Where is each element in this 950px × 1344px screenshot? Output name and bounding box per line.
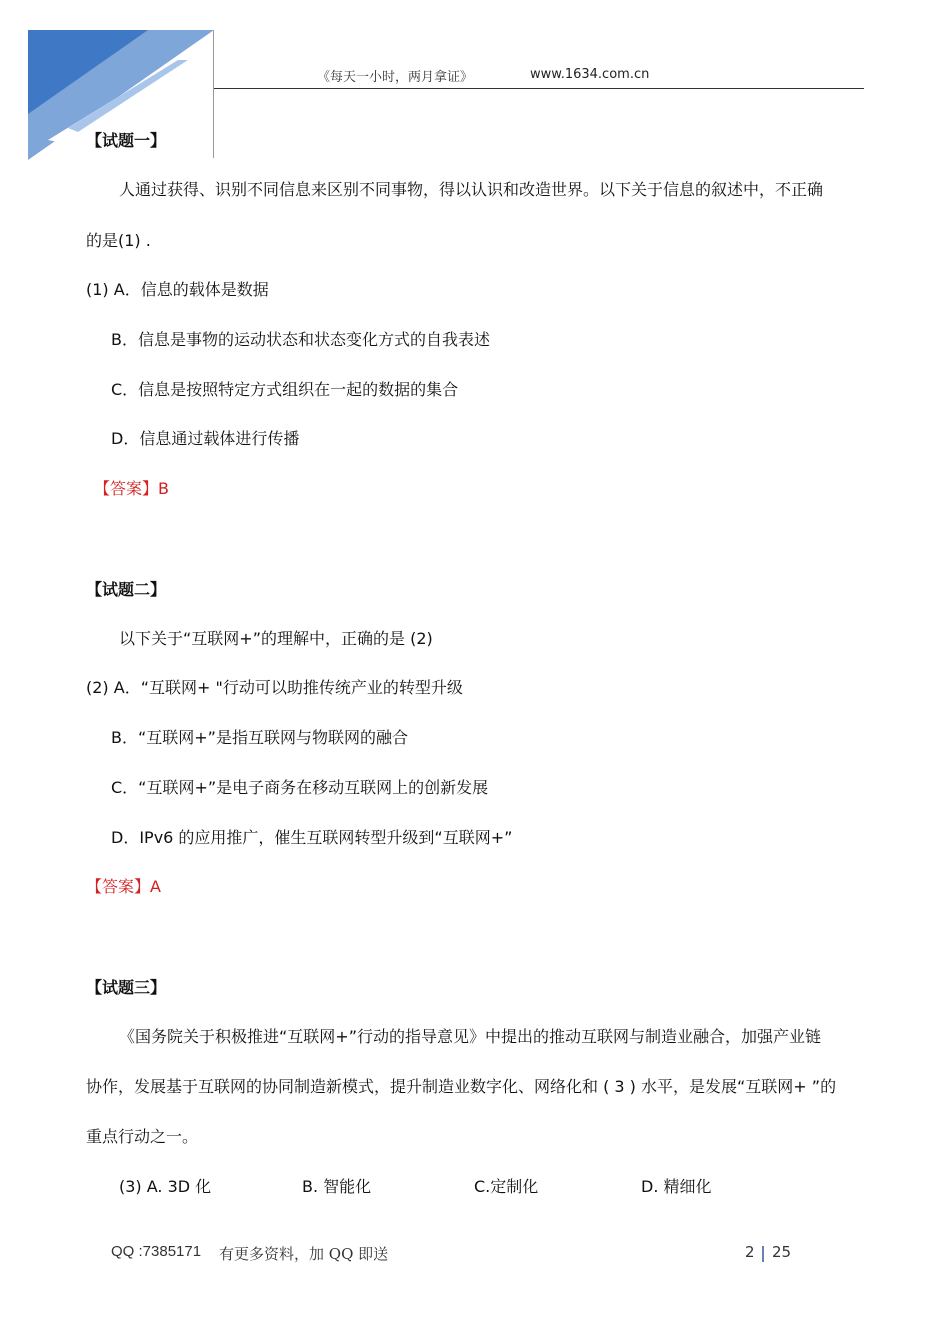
q1-title: 【试题一】 [86,131,167,150]
header-rule [214,88,864,89]
q3-stem-line2: 协作，发展基于互联网的协同制造新模式，提升制造业数字化、网络化和 ( 3 ) 水平，是发展“互联网+ ”的 [86,1077,837,1096]
q1-stem-line2: 的是(1) . [86,231,151,250]
q2-title: 【试题二】 [86,580,167,599]
total-pages: 25 [772,1243,792,1261]
q1-option-c: C．信息是按照特定方式组织在一起的数据的集合 [111,380,459,399]
q3-stem-line3: 重点行动之一。 [86,1127,199,1146]
header-vertical-rule [213,30,214,158]
page-number: 2 [745,1243,755,1261]
q3-stem-line1: 《国务院关于积极推进“互联网+”行动的指导意见》中提出的推动互联网与制造业融合，加强产业链 [119,1027,821,1046]
q3-option-c: C.定制化 [474,1177,539,1196]
q3-option-b: B. 智能化 [302,1177,372,1196]
footer-note: 有更多资料，加 QQ 即送 [219,1245,389,1263]
q2-option-d: D．IPv6 的应用推广，催生互联网转型升级到“互联网+” [111,828,513,847]
header-book-title: 《每天一小时，两月拿证》 [317,70,474,85]
q2-option-c: C．“互联网+”是电子商务在移动互联网上的创新发展 [111,778,489,797]
q1-option-a: (1) A．信息的载体是数据 [86,280,269,299]
q2-stem: 以下关于“互联网+”的理解中，正确的是 (2) [119,629,433,648]
footer-qq: QQ :7385171 [111,1243,202,1260]
q1-stem-line1: 人通过获得、识别不同信息来区别不同事物，得以认识和改造世界。以下关于信息的叙述中，不正确 [119,180,824,199]
q1-option-d: D．信息通过载体进行传播 [111,429,300,448]
q2-option-b: B．“互联网+”是指互联网与物联网的融合 [111,728,408,747]
q1-answer: 【答案】B [94,479,169,498]
q2-answer: 【答案】A [86,877,161,896]
q3-title: 【试题三】 [86,978,167,997]
q2-option-a: (2) A．“互联网+ "行动可以助推传统产业的转型升级 [86,678,463,697]
header-website: www.1634.com.cn [530,67,650,82]
q3-option-d: D. 精细化 [641,1177,712,1196]
page-number-separator [762,1246,764,1262]
q1-option-b: B．信息是事物的运动状态和状态变化方式的自我表述 [111,330,490,349]
q3-option-a: (3) A. 3D 化 [119,1177,212,1196]
